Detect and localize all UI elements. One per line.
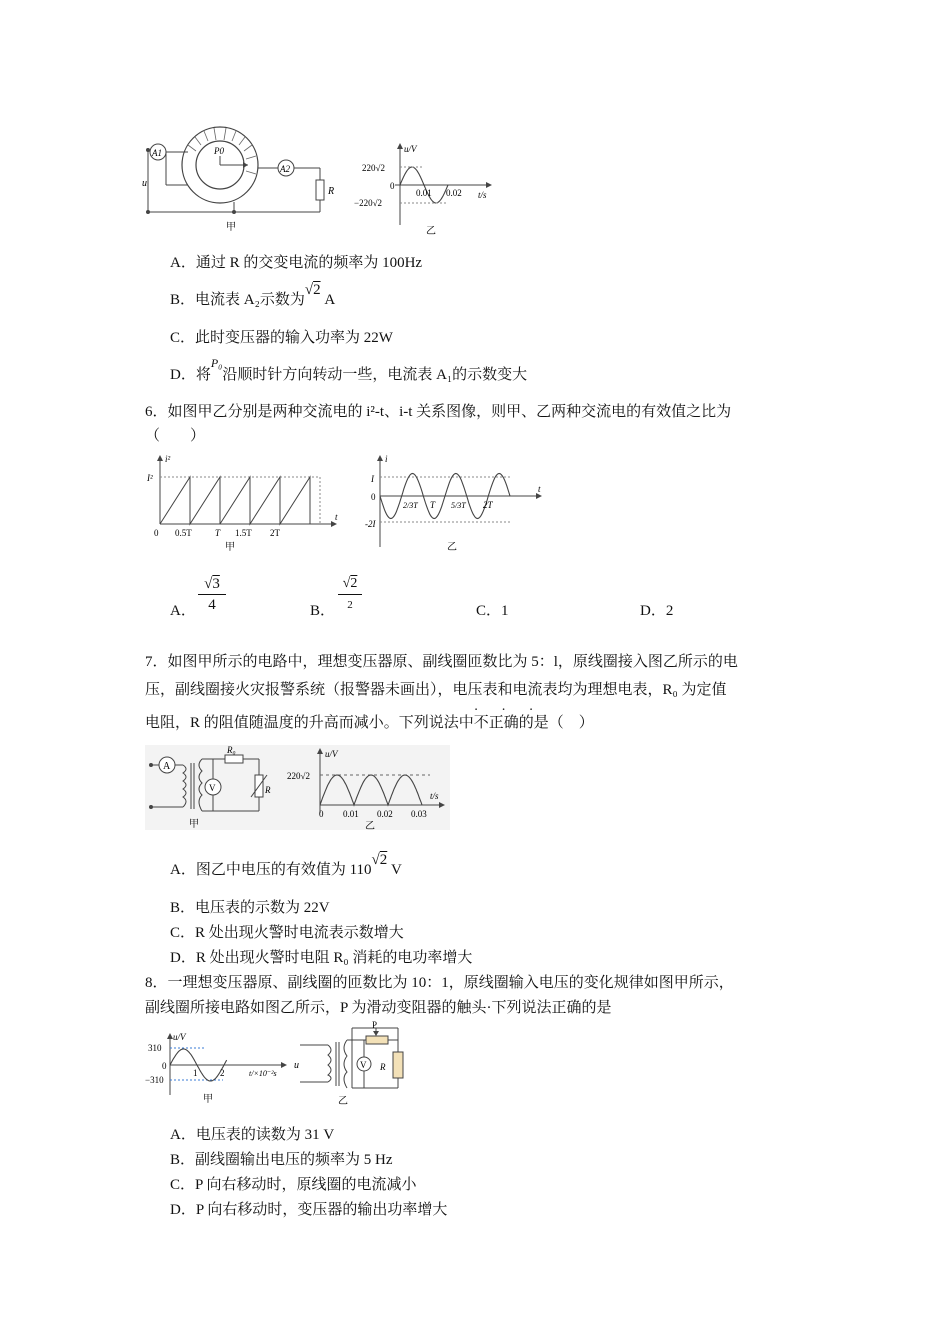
svg-text:乙: 乙	[365, 821, 375, 830]
svg-text:0: 0	[154, 528, 159, 538]
q8-stem-line2: 副线圈所接电路如图乙所示，P 为滑动变阻器的触头·下列说法正确的是	[145, 1000, 612, 1016]
svg-text:甲: 甲	[225, 542, 235, 552]
q8-figure-yi	[290, 1020, 410, 1108]
svg-text:t: t	[335, 512, 338, 522]
q6-figure-yi	[355, 452, 555, 552]
svg-text:甲: 甲	[203, 1094, 213, 1105]
svg-text:V: V	[360, 1060, 367, 1070]
q6-stem-line2: （ ）	[145, 428, 206, 444]
svg-text:310: 310	[148, 1043, 162, 1053]
svg-text:R: R	[380, 1062, 386, 1072]
svg-text:u/V: u/V	[404, 144, 417, 154]
q5-option-c[interactable]: C．此时变压器的输入功率为 22W	[170, 330, 393, 346]
svg-text:−220√2: −220√2	[354, 198, 383, 208]
svg-text:R: R	[265, 785, 271, 795]
q6-option-c[interactable]: C．1	[476, 603, 509, 619]
q7-option-a[interactable]: A．图乙中电压的有效值为 110√2 V	[170, 852, 402, 878]
svg-text:0.03: 0.03	[411, 809, 427, 819]
svg-text:0.01: 0.01	[343, 809, 359, 819]
q7-stem-line2: 压，副线圈接火灾报警系统（报警器未画出），电压表和电流表均为理想电表，R₀ 为定值	[145, 682, 727, 698]
svg-text:-2I: -2I	[365, 519, 376, 529]
svg-text:t/×10⁻²s: t/×10⁻²s	[249, 1069, 277, 1078]
svg-text:i²: i²	[165, 454, 171, 464]
svg-text:0.01: 0.01	[416, 188, 432, 198]
q8-option-b[interactable]: B．副线圈输出电压的频率为 5 Hz	[170, 1152, 393, 1168]
svg-text:2T: 2T	[483, 500, 493, 510]
svg-text:甲: 甲	[189, 819, 199, 830]
svg-text:t: t	[538, 484, 541, 494]
svg-text:220√2: 220√2	[362, 163, 385, 173]
q8-option-a[interactable]: A．电压表的读数为 31 V	[170, 1127, 335, 1143]
svg-text:2: 2	[220, 1068, 225, 1078]
svg-text:0: 0	[371, 492, 376, 502]
svg-text:甲: 甲	[226, 222, 236, 233]
svg-text:0: 0	[162, 1061, 167, 1071]
svg-text:5/3T: 5/3T	[451, 501, 466, 510]
q7-figure-yi	[285, 745, 450, 830]
q6-option-d[interactable]: D．2	[640, 603, 674, 619]
q5-figure-yi	[350, 140, 500, 240]
q7-figure-jia	[145, 745, 285, 830]
q7-stem-line1: 7．如图甲所示的电路中，理想变压器原、副线圈匝数比为 5：l，原线圈接入图乙所示的电	[145, 654, 738, 670]
svg-text:T: T	[215, 528, 221, 538]
svg-text:P0: P0	[214, 146, 224, 156]
svg-text:u: u	[142, 178, 147, 189]
svg-text:A: A	[163, 761, 171, 772]
svg-text:i: i	[385, 454, 388, 464]
q5-figure-jia	[140, 120, 340, 235]
svg-text:V: V	[209, 783, 216, 793]
ammeter-a2-label: A2	[280, 164, 290, 174]
q6-option-a-fraction: √3 4	[198, 574, 226, 615]
svg-text:2T: 2T	[270, 528, 280, 538]
q8-option-c[interactable]: C．P 向右移动时，原线圈的电流减小	[170, 1177, 417, 1193]
q6-figure-jia	[145, 452, 345, 552]
q7-option-d[interactable]: D．R 处出现火警时电阻 R₀ 消耗的电功率增大	[170, 950, 473, 966]
svg-text:0.5T: 0.5T	[175, 528, 192, 538]
svg-text:t/s: t/s	[478, 190, 487, 200]
svg-text:1.5T: 1.5T	[235, 528, 252, 538]
q5-option-b[interactable]: B．电流表 A₂示数为√2 A	[170, 282, 336, 308]
svg-text:0: 0	[319, 809, 324, 819]
svg-text:乙: 乙	[447, 542, 457, 552]
svg-text:1: 1	[193, 1068, 198, 1078]
q5-option-a[interactable]: A．通过 R 的交变电流的频率为 100Hz	[170, 255, 423, 271]
q7-stem-line3: 电阻，R 的阻值随温度的升高而减小。下列说法中不正确 · · · 的是（ ）	[145, 703, 594, 731]
svg-text:R: R	[328, 186, 335, 197]
svg-text:0.02: 0.02	[377, 809, 393, 819]
svg-text:I: I	[371, 474, 374, 484]
svg-text:u: u	[294, 1060, 299, 1071]
q5-option-d[interactable]: D．将$^{P_0}$沿顺时针方向转动一些，电流表 A₁的示数变大	[170, 356, 528, 383]
svg-text:220√2: 220√2	[287, 771, 310, 781]
q6-option-a[interactable]: A．	[170, 603, 196, 619]
q8-stem-line1: 8．一理想变压器原、副线圈的匝数比为 10：1，原线圈输入电压的变化规律如图甲所示，	[145, 975, 734, 991]
svg-text:T: T	[430, 500, 436, 510]
svg-text:2/3T: 2/3T	[403, 501, 418, 510]
q6-option-b[interactable]: B．	[310, 603, 336, 619]
svg-text:P: P	[372, 1020, 378, 1030]
q8-figure-jia	[145, 1030, 295, 1105]
svg-text:乙: 乙	[426, 226, 436, 237]
q6-option-b-fraction: √2 2	[338, 574, 362, 615]
q8-option-d[interactable]: D．P 向右移动时，变压器的输出功率增大	[170, 1202, 448, 1218]
svg-text:u/V: u/V	[325, 749, 338, 759]
svg-text:0.02: 0.02	[446, 188, 462, 198]
q6-stem-line1: 6．如图甲乙分别是两种交流电的 i²-t、i-t 关系图像，则甲、乙两种交流电的有效值之比为	[145, 404, 732, 420]
q7-emphasis: 不正确 · · ·	[473, 703, 544, 731]
svg-text:乙: 乙	[338, 1096, 348, 1107]
q7-option-b[interactable]: B．电压表的示数为 22V	[170, 900, 330, 916]
svg-text:R₀: R₀	[227, 745, 236, 755]
svg-text:I²: I²	[147, 473, 153, 483]
svg-text:t/s: t/s	[430, 791, 439, 801]
svg-text:0: 0	[390, 181, 395, 191]
ammeter-a1-label: A1	[152, 148, 162, 158]
svg-text:−310: −310	[145, 1075, 164, 1085]
q7-option-c[interactable]: C．R 处出现火警时电流表示数增大	[170, 925, 404, 941]
svg-text:u/V: u/V	[173, 1032, 186, 1042]
